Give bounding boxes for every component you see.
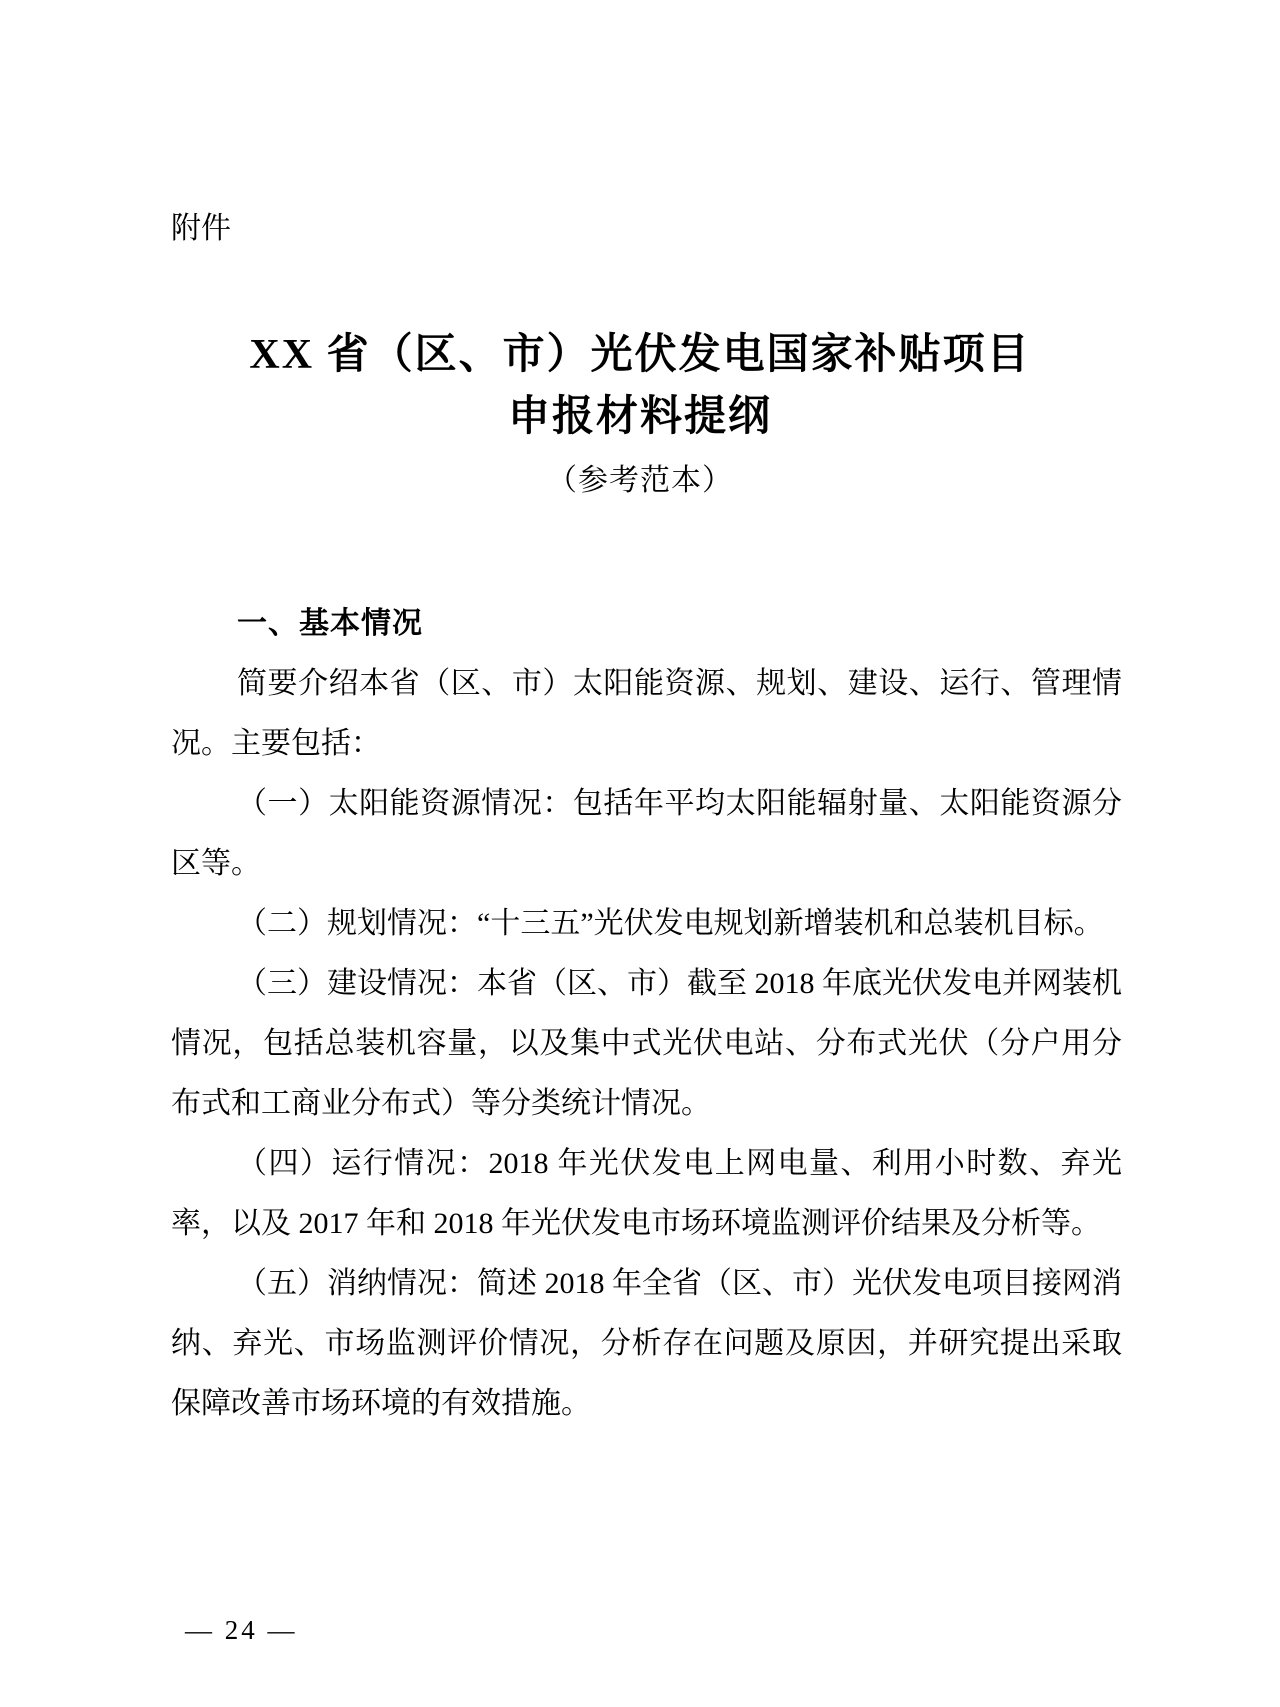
paragraph-item-5: （五）消纳情况：简述 2018 年全省（区、市）光伏发电项目接网消纳、弃光、市场监测评价情况，分析存在问题及原因，并研究提出采取保障改善市场环境的有效措施。 bbox=[171, 1267, 1122, 1420]
section-heading: 一、基本情况 bbox=[237, 607, 423, 640]
paragraph-item-1: （一）太阳能资源情况：包括年平均太阳能辐射量、太阳能资源分区等。 bbox=[171, 787, 1122, 880]
attachment-label: 附件 bbox=[171, 212, 231, 245]
paragraph-item-2: （二）规划情况：“十三五”光伏发电规划新增装机和总装机目标。 bbox=[237, 907, 1104, 940]
document-title-line2: 申报材料提纲 bbox=[507, 394, 772, 440]
document-title bbox=[0, 324, 1280, 448]
paragraph-intro: 简要介绍本省（区、市）太阳能资源、规划、建设、运行、管理情况。主要包括： bbox=[171, 667, 1122, 760]
document-body bbox=[171, 594, 1122, 1434]
paragraph-item-4: （四）运行情况：2018 年光伏发电上网电量、利用小时数、弃光率，以及 2017 年和 2018 年光伏发电市场环境监测评价结果及分析等。 bbox=[171, 1147, 1122, 1240]
paragraph-item-3: （三）建设情况：本省（区、市）截至 2018 年底光伏发电并网装机情况，包括总装机容量，以及集中式光伏电站、分布式光伏（分户用分布式和工商业分布式）等分类统计情况。 bbox=[171, 967, 1122, 1120]
page-number: — 24 — bbox=[185, 1615, 298, 1645]
document-subtitle: （参考范本） bbox=[547, 464, 733, 497]
document-title-line1: XX 省（区、市）光伏发电国家补贴项目 bbox=[249, 332, 1031, 378]
